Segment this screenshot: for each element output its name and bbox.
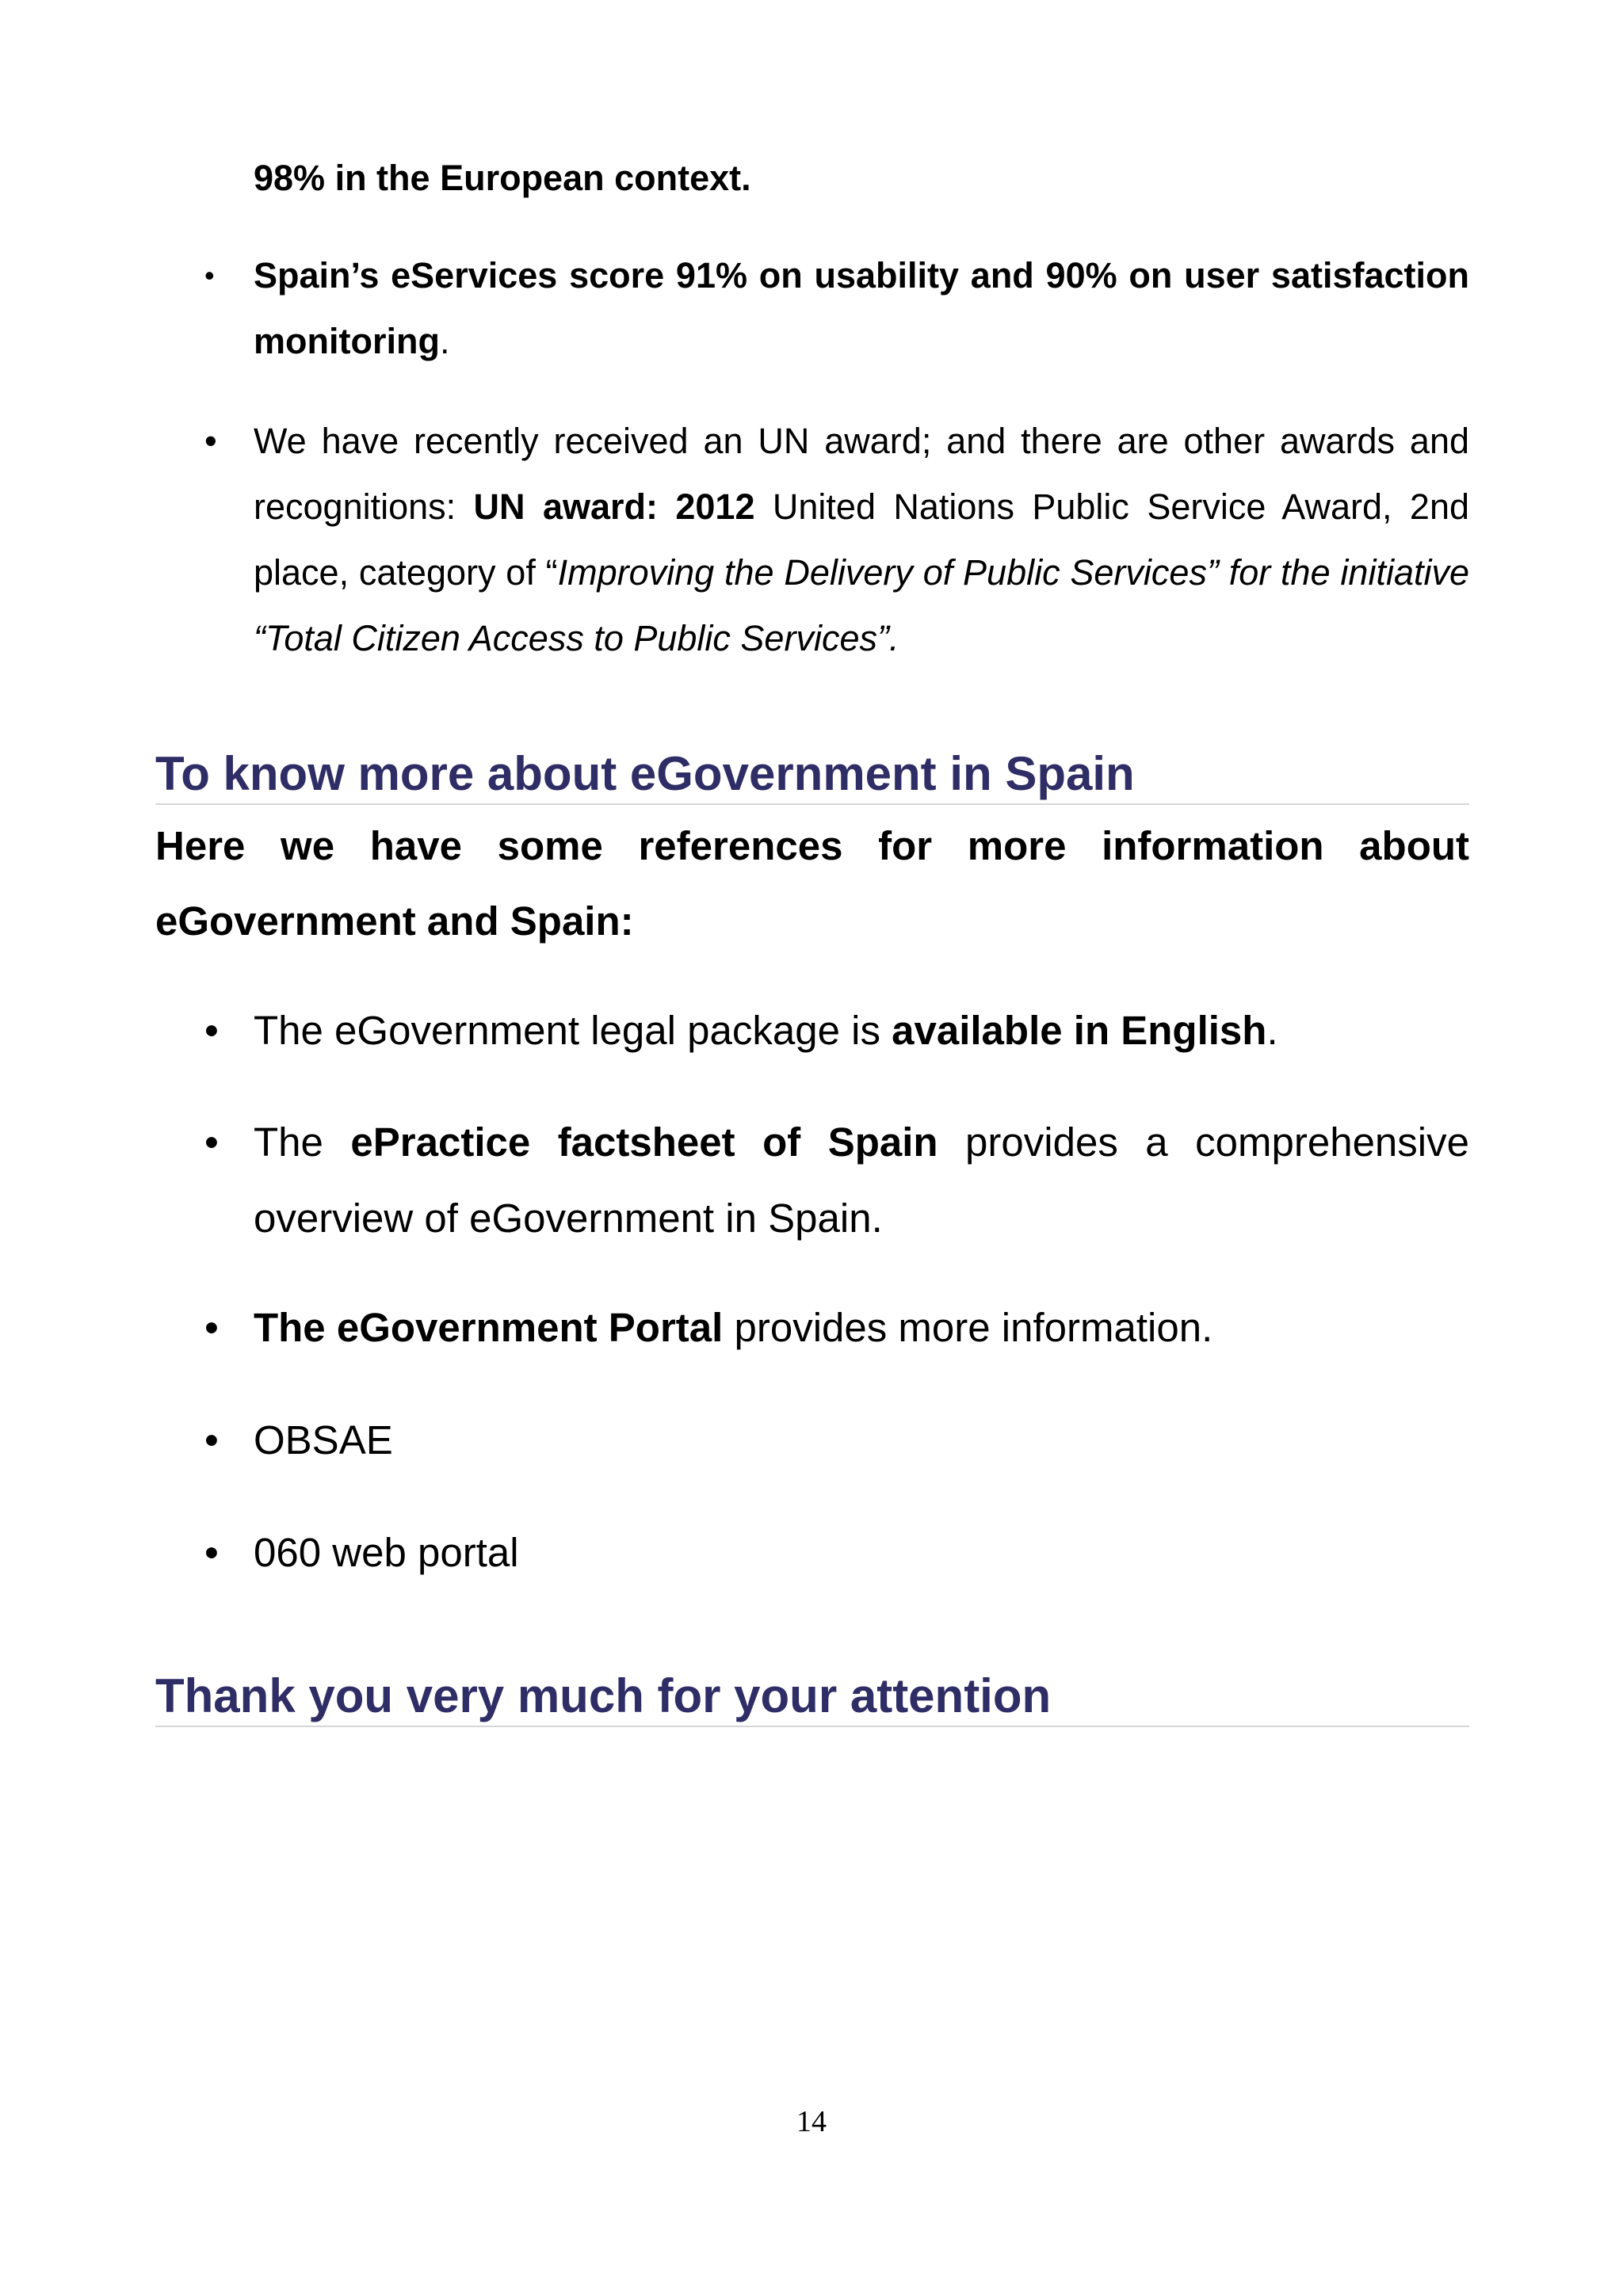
list-item-text (254, 408, 1469, 671)
list-item (155, 1104, 1469, 1257)
list-item (155, 242, 1469, 374)
epractice-factsheet-link[interactable]: ePractice factsheet of Spain (350, 1119, 938, 1165)
legal-package-link[interactable]: available in English (892, 1008, 1267, 1053)
bullet-icon: • (204, 421, 217, 461)
egovernment-portal-link[interactable]: The eGovernment Portal (254, 1305, 724, 1350)
list-item-text (254, 1290, 1469, 1366)
section-heading-more-info: To know more about eGovernment in Spain (155, 746, 1469, 805)
list-item (155, 1402, 1469, 1478)
bullet-icon: • (204, 1008, 219, 1053)
bullet-icon: • (204, 1417, 219, 1463)
page-number: 14 (796, 2105, 827, 2138)
list-item-text (254, 1104, 1469, 1257)
reference-text: provides more information. (723, 1305, 1213, 1350)
list-item-text (254, 1402, 1469, 1478)
continued-paragraph (155, 145, 1469, 211)
reference-text: . (1266, 1008, 1278, 1053)
closing-heading: Thank you very much for your attention (155, 1669, 1469, 1727)
list-item-text (254, 242, 1469, 374)
award-text-2: United Nations Public Service Award, 2nd place, category of “ (254, 486, 1469, 593)
reference-text: The eGovernment legal package is (254, 1008, 892, 1053)
reference-text: provides a comprehensive overview of eGovernment in Spain. (254, 1119, 1469, 1241)
award-bold-text: UN award: 2012 (473, 486, 755, 527)
award-text-1: We have recently received an UN award; and there are other awards and recognitions: (254, 421, 1469, 527)
list-item-text (254, 993, 1469, 1069)
section-lead-text: Here we have some references for more information about eGovernment and Spain: (155, 823, 1469, 944)
reference-text: The (254, 1119, 351, 1165)
bullet-icon: • (204, 1530, 219, 1575)
web-portal-060-link[interactable]: 060 web portal (254, 1530, 519, 1575)
bullet-icon: • (204, 1119, 219, 1165)
list-item (155, 408, 1469, 671)
continued-text: 98% in the European context. (254, 158, 751, 198)
bullet-icon: • (204, 1305, 219, 1350)
list-item (155, 1515, 1469, 1591)
obsae-link[interactable]: OBSAE (254, 1417, 393, 1463)
stat-tail: . (439, 321, 450, 361)
award-italic-text: Improving the Delivery of Public Services” for the initiative “Total Citizen Access to Public Services”. (254, 552, 1469, 658)
bullet-icon: • (204, 259, 215, 292)
list-item (155, 1290, 1469, 1366)
list-item-text (254, 1515, 1469, 1591)
list-item (155, 993, 1469, 1069)
stat-bold-text: Spain’s eServices score 91% on usability and 90% on user satisfaction monitoring (254, 255, 1469, 361)
